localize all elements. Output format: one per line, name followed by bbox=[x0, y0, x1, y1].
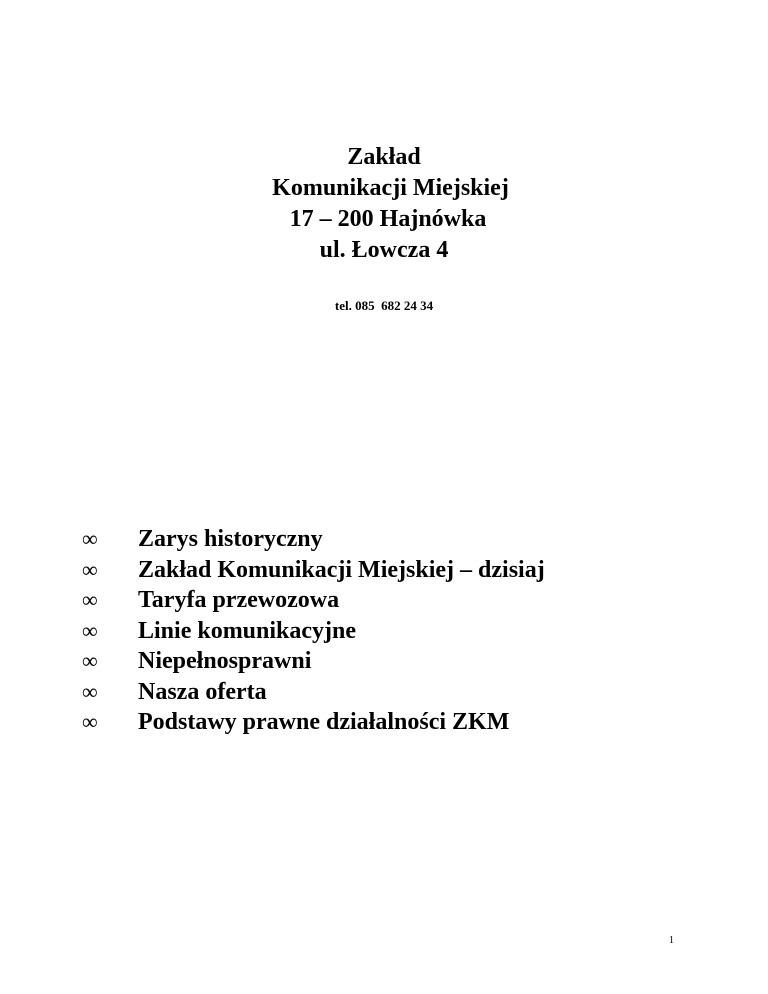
list-item-label: Taryfa przewozowa bbox=[138, 587, 340, 613]
organization-header bbox=[0, 142, 768, 266]
list-item-label: Zakład Komunikacji Miejskiej – dzisiaj bbox=[138, 556, 545, 583]
organization-name-line-1: Zakład bbox=[347, 144, 421, 170]
list-item-label: Podstawy prawne działalności ZKM bbox=[138, 709, 510, 735]
list-item-label: Niepełnosprawni bbox=[138, 648, 312, 674]
list-item bbox=[82, 646, 545, 677]
organization-name-line-2: Komunikacji Miejskiej bbox=[272, 175, 509, 201]
phone-number: tel. 085 682 24 34 bbox=[334, 298, 434, 313]
infinity-bullet-icon: ∞ bbox=[82, 617, 98, 643]
list-item bbox=[82, 585, 545, 616]
list-item bbox=[82, 555, 545, 586]
infinity-bullet-icon: ∞ bbox=[82, 648, 98, 673]
list-item bbox=[82, 616, 545, 647]
list-item-label: Zarys historyczny bbox=[138, 526, 323, 552]
contents-list bbox=[82, 524, 545, 738]
list-item-label: Nasza oferta bbox=[138, 678, 267, 705]
list-item bbox=[82, 707, 545, 738]
page-number: 1 bbox=[669, 935, 674, 946]
infinity-bullet-icon: ∞ bbox=[82, 709, 98, 734]
list-item-label: Linie komunikacyjne bbox=[138, 617, 357, 644]
infinity-bullet-icon: ∞ bbox=[82, 678, 98, 704]
street-address: ul. Łowcza 4 bbox=[319, 237, 449, 263]
infinity-bullet-icon: ∞ bbox=[82, 556, 98, 582]
infinity-bullet-icon: ∞ bbox=[82, 526, 98, 551]
list-item bbox=[82, 677, 545, 708]
infinity-bullet-icon: ∞ bbox=[82, 587, 98, 612]
postal-code-city: 17 – 200 Hajnówka bbox=[289, 206, 487, 232]
list-item bbox=[82, 524, 545, 555]
